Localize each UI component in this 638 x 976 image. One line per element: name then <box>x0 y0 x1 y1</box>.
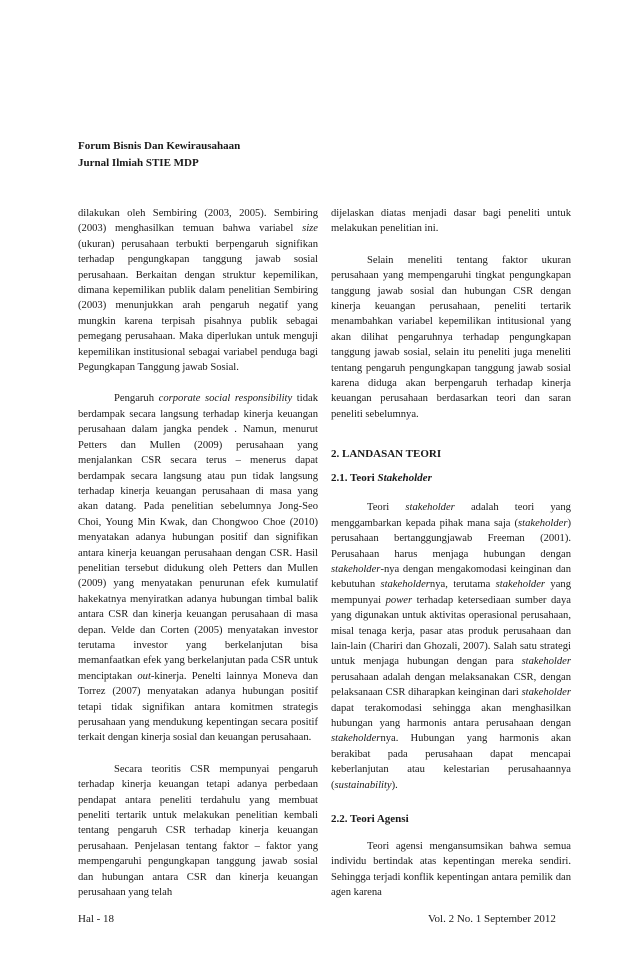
journal-header <box>78 138 240 172</box>
subsection-heading-stakeholder: 2.1. Teori Stakeholder <box>331 472 432 485</box>
section-heading-landasan-teori: 2. LANDASAN TEORI <box>331 448 442 461</box>
right-paragraph-3: Teori stakeholder adalah teori yang menggambarkan kepada pihak mana saja (stakeholder) perusahaan bertanggungjawab Freeman (2001). Perusahaan harus menjaga hubungan dengan stakeholder-nya dengan mengakomodasi keinginan dan kebutuhan stakeholdernya, terutama stakeholder yang mempunyai power terhadap ketersediaan sumber daya yang digunakan untuk aktivitas operasional perusahaan, misal tenaga kerja, pasar atas produk perusahaan dan lain-lain (Chariri dan Ghozali, 2007). Salah satu strategi untuk menjaga hubungan dengan para stakeholder perusahaan adalah dengan melaksanakan CSR, dengan pelaksanaan CSR diharapkan keinginan dari stakeholder dapat terakomodasi sehingga akan menghasilkan hubungan yang harmonis antara perusahaan dengan stakeholdernya. Hubungan yang harmonis akan berakibat pada perusahaan dapat mencapai keberlanjutan atau kelestarian perusahaannya (sustainability). <box>331 502 572 791</box>
left-column <box>78 206 318 900</box>
page-number: Hal - 18 <box>78 913 115 925</box>
right-paragraph-1: dijelaskan diatas menjadi dasar bagi peneliti untuk melakukan penelitian ini. <box>331 208 571 235</box>
subsection-heading-agensi: 2.2. Teori Agensi <box>331 813 409 825</box>
left-paragraph-1: dilakukan oleh Sembiring (2003, 2005). Sembiring (2003) menghasilkan temuan bahwa variabel size (ukuran) perusahaan terbukti berpengaruh signifikan terhadap pengungkapan tanggung jawab sosial perusahaan. Berkaitan dengan struktur kepemilikan, dimana kepemilikan publik dalam penelitian Sembiring (2003) menunjukkan arah pengaruh negatif yang mungkin karena terpisah pisahnya publik sebagai pemegang perusahaan. Maka diperlukan untuk menguji kepemilikan institusional sebagai variabel penduga bagi Pegungkapan Tanggung jawab Sosial. <box>78 208 318 374</box>
right-column <box>331 206 571 901</box>
left-paragraph-2: Pengaruh corporate social responsibility tidak berdampak secara langsung terhadap kinerja keuangan perusahaan dalam jangka pendek . Namun, menurut Petters dan Mullen (2009) perusahaan yang menjalankan CSR secara terus – menerus dapat berdampak secara langsung atau pun tidak langsung terhadap kinerja keuangan perusahaan di masa yang akan datang. Pada penelitian sebelumnya Jong-Seo Choi, Young Min Kwak, dan Chongwoo Choe (2010) menyatakan adanya hubungan positif dan signifikan antara kinerja keuangan perusahaan dengan CSR. Hasil penelitian tersebut didukung oleh Petters dan Mullen (2009) yang menyatakan penurunan efek kumulatif hakekatnya menyiratkan adanya hubungan timbal balik antara CSR dan kinerja keuangan perusahaan di masa depan. Velde dan Corten (2005) menyatakan investor terutama investor yang berkelanjutan bisa memanfaatkan efek yang berkelanjutan pada CSR untuk menciptakan out-kinerja. Penelti lainnya Moneva dan Torrez (2007) menyatakan adanya hubungan positif tetapi tidak signifikan antara komitmen strategis perusahaan yang mendukung kepentingan secara positif terkait dengan kinerja sosial dan keuangan perusahaan. <box>78 393 319 744</box>
volume-info: Vol. 2 No. 1 September 2012 <box>428 913 556 925</box>
right-paragraph-4: Teori agensi mengansumsikan bahwa semua individu bertindak atas kepentingan mereka sendiri. Sehingga terjadi konflik kepentingan antara pemilik dan agen karena <box>331 841 571 899</box>
journal-title: Jurnal Ilmiah STIE MDP <box>78 157 199 169</box>
forum-title: Forum Bisnis Dan Kewirausahaan <box>78 140 241 152</box>
right-paragraph-2: Selain meneliti tentang faktor ukuran perusahaan yang mempengaruhi tingkat pengungkapan tanggung jawab sosial dan hubungan CSR dengan kinerja keuangan perusahaan, peneliti tertarik menambahkan variabel kepemilikan intitusional yang akan dilihat pengaruhnya terhadap pengungkapan tanggung jawab sosial, selain itu peneliti juga meneliti tentang pengaruh pengungkapan tanggung jawab sosial karena diduga akan berpengaruh terhadap kinerja keuangan perusahaan berdasarkan teori dan saran peneliti sebelumnya. <box>331 254 571 420</box>
left-paragraph-3: Secara teoritis CSR mempunyai pengaruh terhadap kinerja keuangan tetapi adanya perbedaan pendapat antara peneliti terdahulu yang membuat peneliti tertarik untuk melakukan penelitian kembali tentang pengaruh CSR terhadap kinerja keuangan perusahaan. Penjelasan tentang faktor – faktor yang mempengaruhi pengungkapan tanggung jawab sosial dan hubungan antara CSR dan kinerja keuangan perusahaan yang telah <box>78 763 318 899</box>
